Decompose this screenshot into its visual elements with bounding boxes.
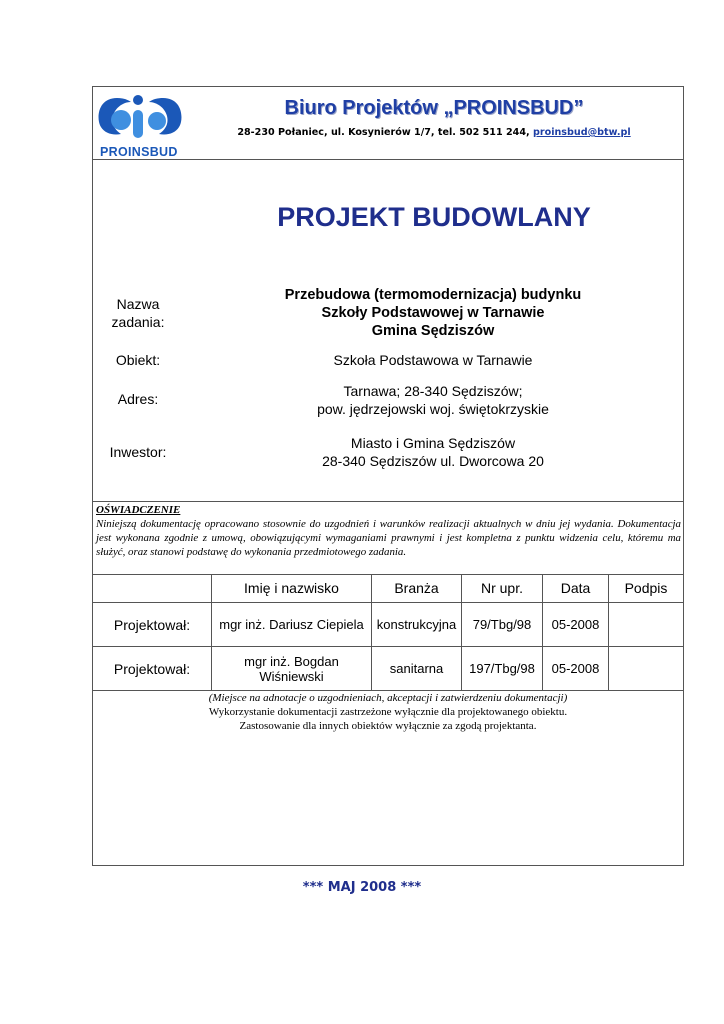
statement-text: Niniejszą dokumentację opracowano stosownie do uzgodnień i warunków realizacji aktualnych w dniu jej wydania. Dokumentacja jest wykonana zgodnie z umową, obowiązującymi wymaganiami prawnymi i jest kompletna z punktu widzenia celu, któremu ma służyć, oraz stanowi podstawę do wykonania przedmiotowego zadania. xyxy=(96,518,681,558)
annotation-placeholder: (Miejsce na adnotacje o uzgodnieniach, akceptacji i zatwierdzeniu dokumentacji) xyxy=(208,692,568,704)
row2-role: Projektował: xyxy=(113,660,191,677)
col-header-signature: Podpis xyxy=(624,580,668,596)
object-label: Obiekt: xyxy=(115,352,161,368)
row2-signature xyxy=(609,647,683,690)
row1-role: Projektował: xyxy=(113,616,191,633)
usage-restriction: Wykorzystanie dokumentacji zastrzeżone wyłącznie dla projektowanego obiektu. xyxy=(208,706,568,718)
col-header-date: Data xyxy=(560,580,591,596)
header-divider xyxy=(93,159,683,160)
row2-branch: sanitarna xyxy=(389,661,444,676)
col-header-branch: Branża xyxy=(394,580,439,596)
address-value: Tarnawa; 28-340 Sędziszów; pow. jędrzejowski woj. świętokrzyskie xyxy=(317,383,549,417)
company-contact xyxy=(188,127,680,138)
email-link[interactable]: proinsbud@btw.pl xyxy=(533,127,631,138)
row1-signature xyxy=(609,603,683,646)
statement-heading: OŚWIADCZENIE xyxy=(96,504,181,516)
row1-name: mgr inż. Dariusz Ciepiela xyxy=(219,617,364,632)
usage-permission: Zastosowanie dla innych obiektów wyłącznie za zgodą projektanta. xyxy=(239,720,537,732)
company-name: Biuro Projektów „PROINSBUD” xyxy=(284,97,584,119)
col-header-name: Imię i nazwisko xyxy=(244,580,339,596)
address-label: Adres: xyxy=(117,391,159,407)
statement-divider xyxy=(93,501,683,502)
investor-value: Miasto i Gmina Sędziszów 28-340 Sędziszów ul. Dworcowa 20 xyxy=(322,435,544,469)
document-title: PROJEKT BUDOWLANY xyxy=(277,202,591,232)
designers-table xyxy=(93,574,683,690)
logo-graphic-icon xyxy=(95,90,185,145)
row1-date: 05-2008 xyxy=(551,617,600,632)
row2-license: 197/Tbg/98 xyxy=(469,661,535,676)
investor-label: Inwestor: xyxy=(109,444,167,460)
proinsbud-logo xyxy=(95,90,185,158)
row2-date: 05-2008 xyxy=(551,661,600,676)
task-label: Nazwa zadania: xyxy=(111,296,165,330)
logo-text: PROINSBUD xyxy=(100,145,178,159)
document-date-footer: *** MAJ 2008 *** xyxy=(302,880,422,895)
task-value: Przebudowa (termomodernizacja) budynku Szkoły Podstawowej w Tarnawie Gmina Sędziszów xyxy=(284,287,582,339)
object-value: Szkoła Podstawowa w Tarnawie xyxy=(333,352,533,368)
row1-branch: konstrukcyjna xyxy=(376,617,457,632)
row2-name: mgr inż. Bogdan Wiśniewski xyxy=(244,653,339,684)
contact-address: 28-230 Połaniec, ul. Kosynierów 1/7, tel. 502 511 244, xyxy=(237,127,530,138)
document-frame xyxy=(92,86,684,866)
row1-license: 79/Tbg/98 xyxy=(472,617,532,632)
col-header-license: Nr upr. xyxy=(480,580,523,596)
